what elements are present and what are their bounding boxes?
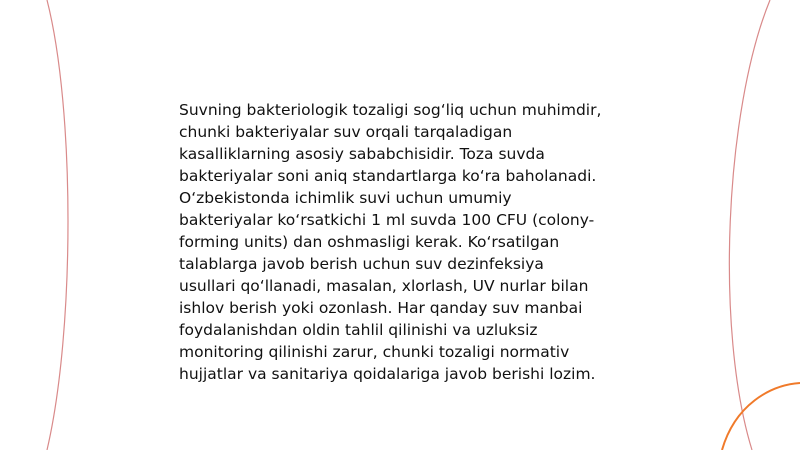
body-paragraph: Suvning bakteriologik tozaligi sog‘liq uchun muhimdir, chunki bakteriyalar suv orqali tarqaladigan kasalliklarning asosiy sababchisidir. Toza suvda bakteriyalar soni aniq standartlarga ko‘ra baholanadi. O‘zbekistonda ichimlik suvi uchun umumiy bakteriyalar ko‘rsatkichi 1 ml suvda 100 CFU (colony- forming units) dan oshmasligi kerak. Ko‘rsatilgan talablarga javob berish uchun suv dezinfeksiya usullari qo‘llanadi, masalan, xlorlash, UV nurlar bilan ishlov berish yoki ozonlash. Har qanday suv manbai foydalanishdan oldin tahlil qilinishi va uzluksiz monitoring qilinishi zarur, chunki tozaligi normativ hujjatlar va sanitariya qoidalariga javob berishi lozim. [179, 101, 602, 383]
left-decorative-arc [47, 0, 68, 450]
right-decorative-arc [729, 0, 770, 450]
orange-decorative-arc [722, 383, 800, 450]
